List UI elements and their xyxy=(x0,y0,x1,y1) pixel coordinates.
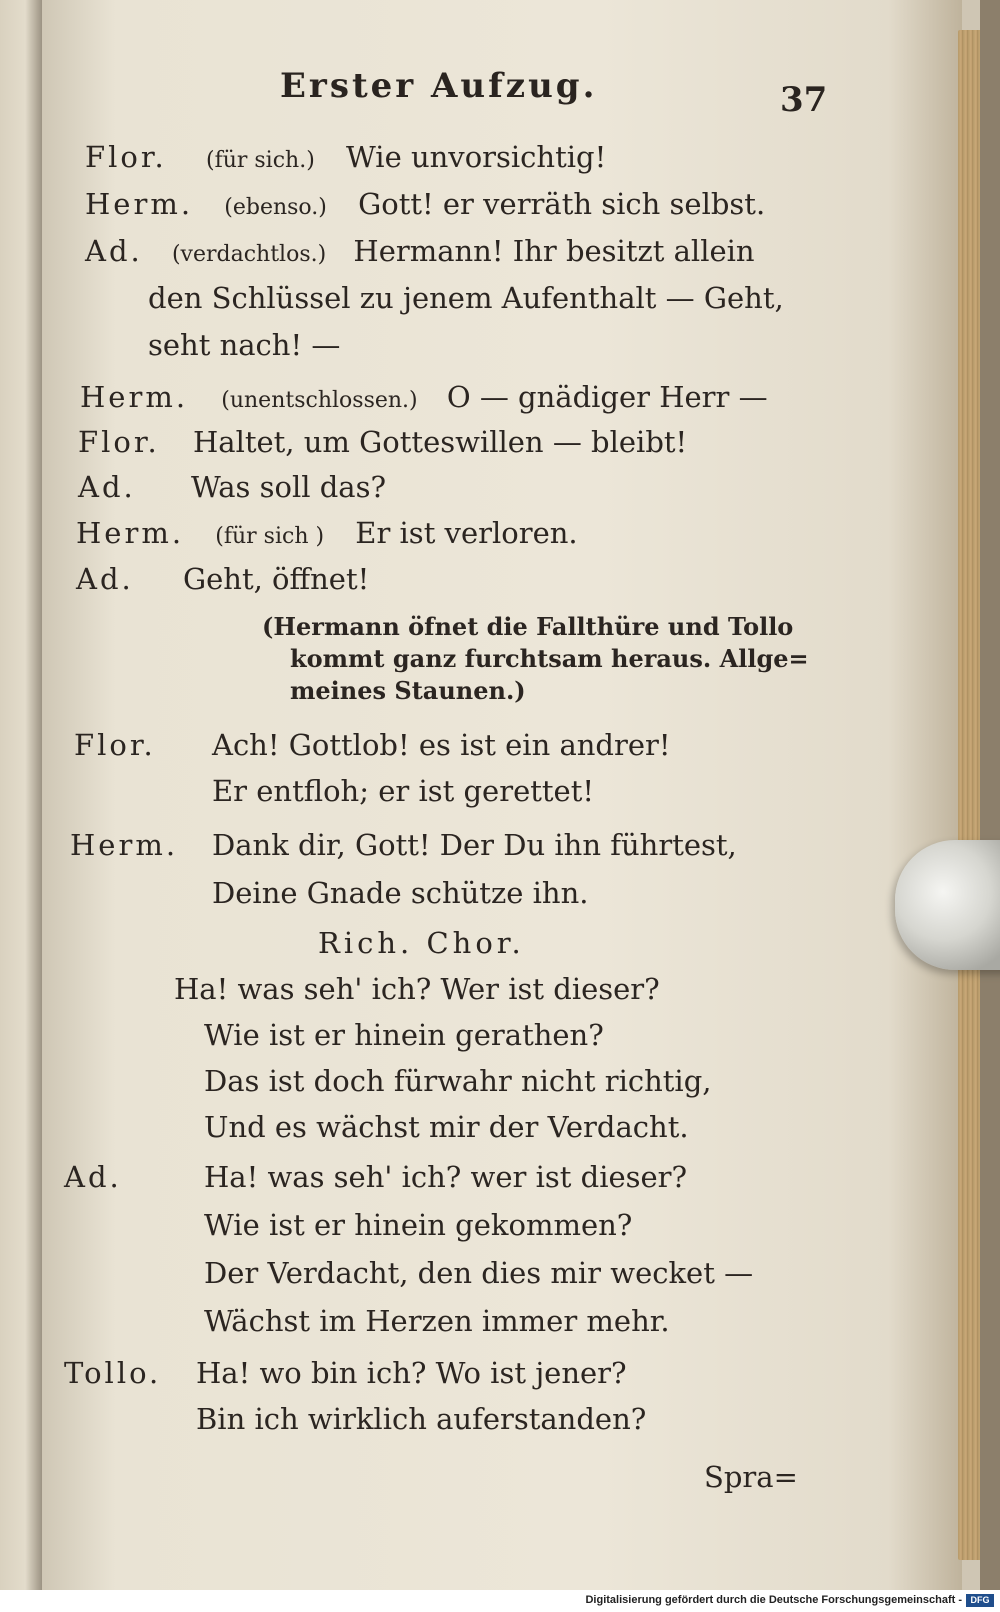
verse-text: Ha! wo bin ich? Wo ist jener? xyxy=(196,1356,627,1390)
verse-text: Wie ist er hinein gekommen? xyxy=(204,1208,633,1242)
left-page-edge xyxy=(0,0,42,1590)
verse-text: Ach! Gottlob! es ist ein andrer! xyxy=(212,728,671,762)
running-head: Erster Aufzug. xyxy=(280,66,598,106)
funding-note: Digitalisierung gefördert durch die Deutsche Forschungsgemeinschaft - xyxy=(585,1594,962,1606)
stage-direction-line: (Hermann öfnet die Fallthüre und Tollo xyxy=(262,612,794,641)
line-text: Wie unvorsichtig! xyxy=(346,140,607,174)
line-text: Gott! er verräth sich selbst. xyxy=(358,187,766,221)
verse-text: Er entfloh; er ist gerettet! xyxy=(212,774,595,808)
speaker: Herm. xyxy=(70,828,179,862)
direction: (für sich ) xyxy=(215,524,325,549)
speaker: Ad. xyxy=(64,1160,122,1194)
speaker: Herm. xyxy=(80,380,189,414)
verse-text: Bin ich wirklich auferstanden? xyxy=(196,1402,647,1436)
dialogue-line xyxy=(76,562,369,596)
line-text: seht nach! — xyxy=(148,328,341,362)
direction: (verdachtlos.) xyxy=(171,242,327,267)
verse-text: Wächst im Herzen immer mehr. xyxy=(204,1304,670,1338)
chorus-line: Ha! was seh' ich? Wer ist dieser? xyxy=(174,972,660,1006)
direction: (ebenso.) xyxy=(224,195,327,220)
background xyxy=(980,0,1000,1590)
page-clip xyxy=(895,840,1000,970)
dialogue-line xyxy=(78,425,687,459)
direction: (unentschlossen.) xyxy=(221,388,418,413)
verse-line xyxy=(64,1356,161,1390)
verse-line xyxy=(64,1160,122,1194)
dialogue-line xyxy=(148,328,340,362)
speaker: Flor. xyxy=(85,140,167,174)
line-text: Hermann! Ihr besitzt allein xyxy=(353,234,755,268)
chorus-line: Wie ist er hinein gerathen? xyxy=(204,1018,604,1052)
verse-text: Der Verdacht, den dies mir wecket — xyxy=(204,1256,754,1290)
line-text: Haltet, um Gotteswillen — bleibt! xyxy=(192,425,688,459)
dialogue-line xyxy=(85,140,606,174)
verse-text: Ha! was seh' ich? wer ist dieser? xyxy=(204,1160,688,1194)
chorus-heading: Rich. Chor. xyxy=(318,926,525,960)
speaker: Herm. xyxy=(85,187,194,221)
line-text: den Schlüssel zu jenem Aufenthalt — Geht, xyxy=(148,281,784,315)
direction: (für sich.) xyxy=(205,148,315,173)
verse-text: Deine Gnade schütze ihn. xyxy=(212,876,589,910)
page-number: 37 xyxy=(780,80,828,120)
line-text: Was soll das? xyxy=(190,470,387,504)
dialogue-line xyxy=(148,281,784,315)
speaker: Herm. xyxy=(76,516,185,550)
speaker: Tollo. xyxy=(64,1356,162,1390)
dialogue-line xyxy=(85,234,755,268)
verse-line xyxy=(74,728,156,762)
dfg-logo: DFG xyxy=(966,1594,994,1607)
chorus-line: Das ist doch fürwahr nicht richtig, xyxy=(204,1064,712,1098)
line-text: Geht, öffnet! xyxy=(182,562,370,596)
speaker: Flor. xyxy=(78,425,160,459)
dialogue-line xyxy=(78,470,386,504)
line-text: O — gnädiger Herr — xyxy=(446,380,768,414)
speaker: Ad. xyxy=(76,562,134,596)
verse-text: Dank dir, Gott! Der Du ihn führtest, xyxy=(212,828,737,862)
speaker: Flor. xyxy=(74,728,156,762)
line-text: Er ist verloren. xyxy=(355,516,578,550)
dialogue-line xyxy=(80,380,768,414)
page-block-edge xyxy=(958,30,982,1560)
speaker: Ad. xyxy=(85,234,143,268)
chorus-line: Und es wächst mir der Verdacht. xyxy=(204,1110,689,1144)
stage-direction-line: meines Staunen.) xyxy=(290,676,526,705)
speaker: Ad. xyxy=(78,470,136,504)
catchword: Spra= xyxy=(704,1460,798,1494)
stage-direction-line: kommt ganz furchtsam heraus. Allge= xyxy=(290,644,809,673)
dialogue-line xyxy=(76,516,578,550)
footer-bar xyxy=(0,1590,1000,1612)
verse-line xyxy=(70,828,178,862)
dialogue-line xyxy=(85,187,765,221)
